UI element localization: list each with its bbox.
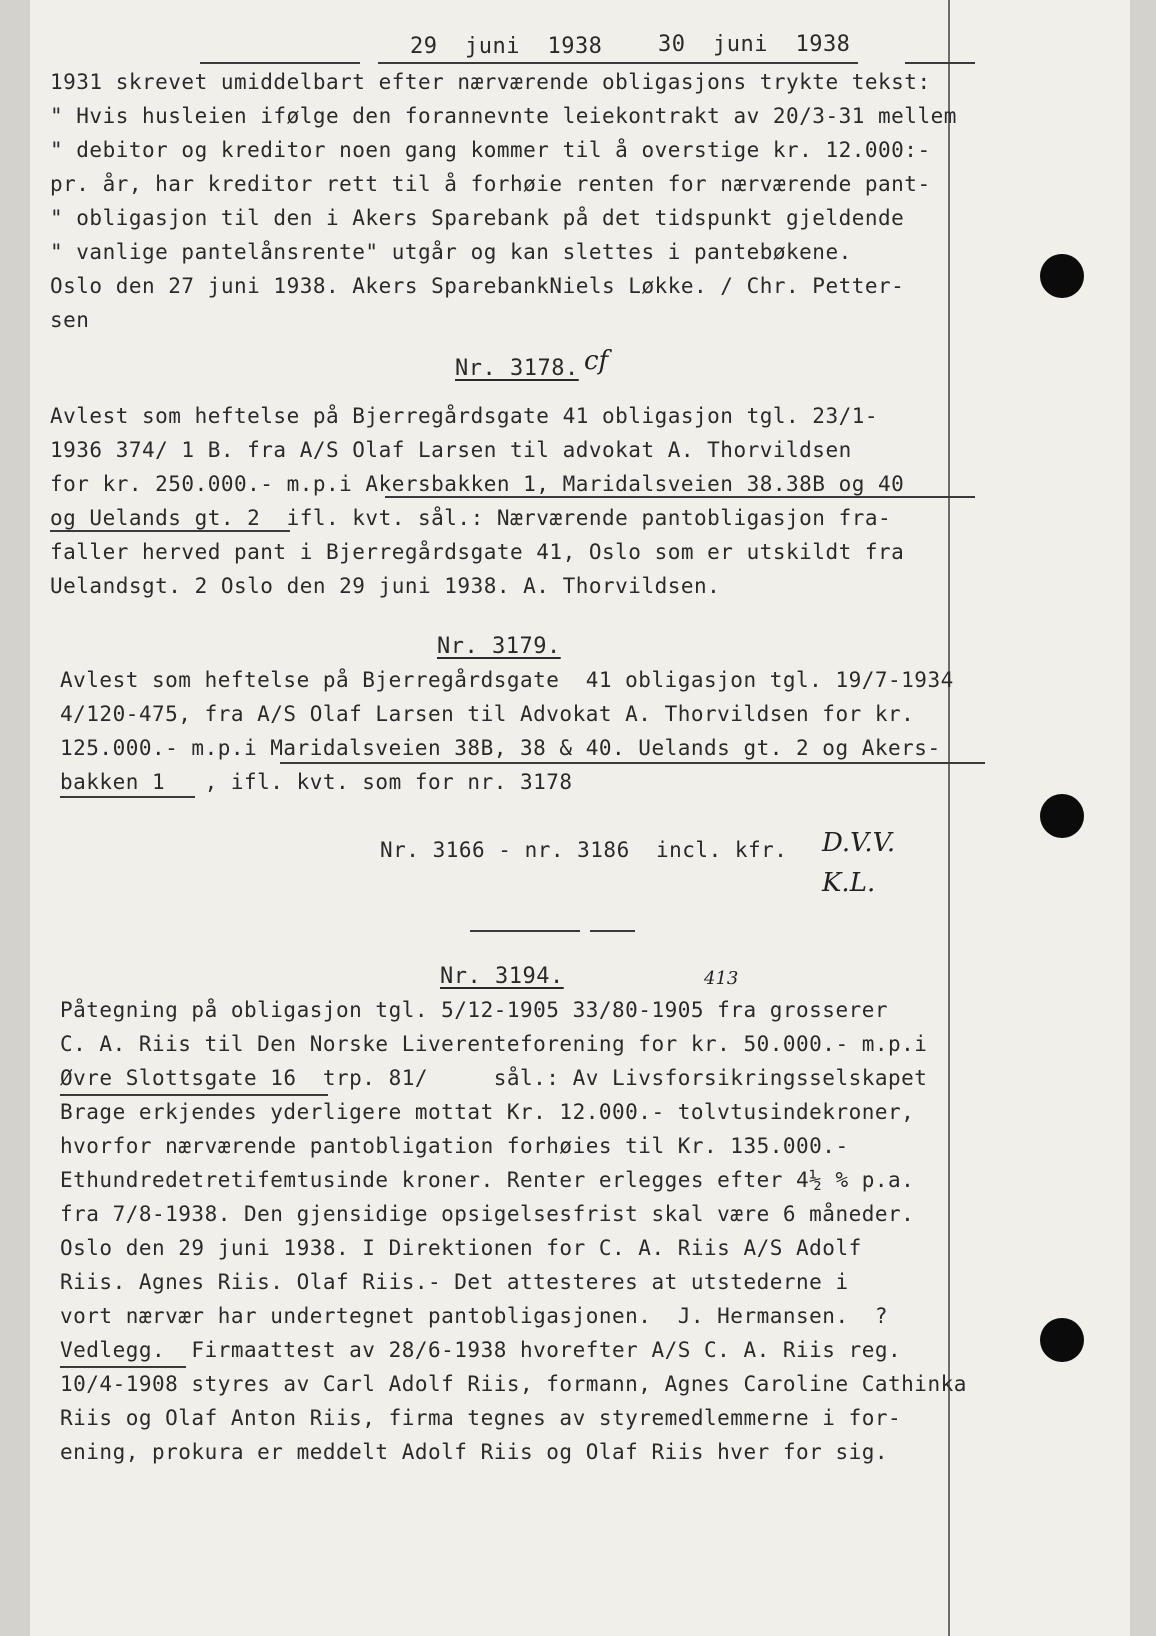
handwritten-annotation: 413 xyxy=(704,968,739,989)
entry-line: Avlest som heftelse på Bjerregårdsgate 41 obligasjon tgl. 23/1- xyxy=(50,404,879,428)
preamble-line: " Hvis husleien ifølge den forannevnte leiekontrakt av 20/3-31 mellem xyxy=(50,104,957,128)
punch-hole xyxy=(1040,1318,1084,1362)
entry-line: Ethundredetretifemtusinde kroner. Renter erlegges efter 4½ % p.a. xyxy=(60,1168,915,1192)
separator-rule xyxy=(590,930,635,932)
punch-hole xyxy=(1040,254,1084,298)
preamble-line: pr. år, har kreditor rett til å forhøie renten for nærværende pant- xyxy=(50,172,931,196)
entry-line: Riis og Olaf Anton Riis, firma tegnes av styremedlemmerne i for- xyxy=(60,1406,902,1430)
entry-line: Påtegning på obligasjon tgl. 5/12-1905 33/80-1905 fra grosserer xyxy=(60,998,889,1022)
entry-heading: Nr. 3194. xyxy=(440,964,564,989)
header-underline xyxy=(378,62,858,64)
address-underline xyxy=(280,762,985,764)
entry-heading: Nr. 3179. xyxy=(437,634,561,659)
entry-line: 125.000.- m.p.i Maridalsveien 38B, 38 & 40. Uelands gt. 2 og Akers- xyxy=(60,736,941,760)
entry-line: faller herved pant i Bjerregårdsgate 41, Oslo som er utskildt fra xyxy=(50,540,905,564)
handwritten-initials: K.L. xyxy=(822,868,876,898)
entry-line: Øvre Slottsgate 16 trp. 81/ sål.: Av Livsforsikringsselskapet xyxy=(60,1066,928,1090)
header-rule xyxy=(200,62,360,64)
preamble-line: 1931 skrevet umiddelbart efter nærværende obligasjons trykte tekst: xyxy=(50,70,931,94)
entry-line: 4/120-475, fra A/S Olaf Larsen til Advokat A. Thorvildsen for kr. xyxy=(60,702,915,726)
separator-rule xyxy=(470,930,580,932)
address-underline xyxy=(60,1094,328,1096)
entry-line: Uelandsgt. 2 Oslo den 29 juni 1938. A. Thorvildsen. xyxy=(50,574,721,598)
entry-line: Avlest som heftelse på Bjerregårdsgate 41 obligasjon tgl. 19/7-1934 xyxy=(60,668,954,692)
preamble-line: sen xyxy=(50,308,90,332)
address-underline xyxy=(60,796,195,798)
address-underline xyxy=(385,496,975,498)
entry-line: og Uelands gt. 2 ifl. kvt. sål.: Nærværende pantobligasjon fra- xyxy=(50,506,892,530)
entry-line: 1936 374/ 1 B. fra A/S Olaf Larsen til advokat A. Thorvildsen xyxy=(50,438,852,462)
vedlegg-underline xyxy=(60,1366,186,1368)
entry-heading: Nr. 3178. xyxy=(455,356,579,381)
header-rule-right xyxy=(905,62,975,64)
preamble-line: " obligasjon til den i Akers Sparebank på det tidspunkt gjeldende xyxy=(50,206,905,230)
entry-line: fra 7/8-1938. Den gjensidige opsigelsesfrist skal være 6 måneder. xyxy=(60,1202,915,1226)
entry-line: Riis. Agnes Riis. Olaf Riis.- Det attesteres at utstederne i xyxy=(60,1270,849,1294)
entry-line: C. A. Riis til Den Norske Liverenteforening for kr. 50.000.- m.p.i xyxy=(60,1032,928,1056)
entry-line: vort nærvær har undertegnet pantobligasjonen. J. Hermansen. ? xyxy=(60,1304,889,1328)
entry-line: for kr. 250.000.- m.p.i Akersbakken 1, Maridalsveien 38.38B og 40 xyxy=(50,472,905,496)
preamble-line: " debitor og kreditor noen gang kommer til å overstige kr. 12.000:- xyxy=(50,138,931,162)
handwritten-initials: D.V.V. xyxy=(822,828,896,858)
preamble-line: " vanlige pantelånsrente" utgår og kan slettes i pantebøkene. xyxy=(50,240,852,264)
punch-hole xyxy=(1040,794,1084,838)
entry-line: hvorfor nærværende pantobligation forhøies til Kr. 135.000.- xyxy=(60,1134,849,1158)
entry-line: Vedlegg. Firmaattest av 28/6-1938 hvorefter A/S C. A. Riis reg. xyxy=(60,1338,902,1362)
header-date-right: 30 juni 1938 xyxy=(658,32,851,57)
header-date-left: 29 juni 1938 xyxy=(410,34,603,59)
handwritten-annotation: cf xyxy=(584,346,609,376)
summary-line: Nr. 3166 - nr. 3186 incl. kfr. xyxy=(380,838,788,862)
entry-line: Oslo den 29 juni 1938. I Direktionen for C. A. Riis A/S Adolf xyxy=(60,1236,862,1260)
address-underline xyxy=(50,530,290,532)
entry-line: Brage erkjendes yderligere mottat Kr. 12.000.- tolvtusindekroner, xyxy=(60,1100,915,1124)
entry-line: ening, prokura er meddelt Adolf Riis og Olaf Riis hver for sig. xyxy=(60,1440,889,1464)
entry-line: 10/4-1908 styres av Carl Adolf Riis, formann, Agnes Caroline Cathinka xyxy=(60,1372,967,1396)
preamble-line: Oslo den 27 juni 1938. Akers SparebankNiels Løkke. / Chr. Petter- xyxy=(50,274,905,298)
entry-line: bakken 1 , ifl. kvt. som for nr. 3178 xyxy=(60,770,573,794)
